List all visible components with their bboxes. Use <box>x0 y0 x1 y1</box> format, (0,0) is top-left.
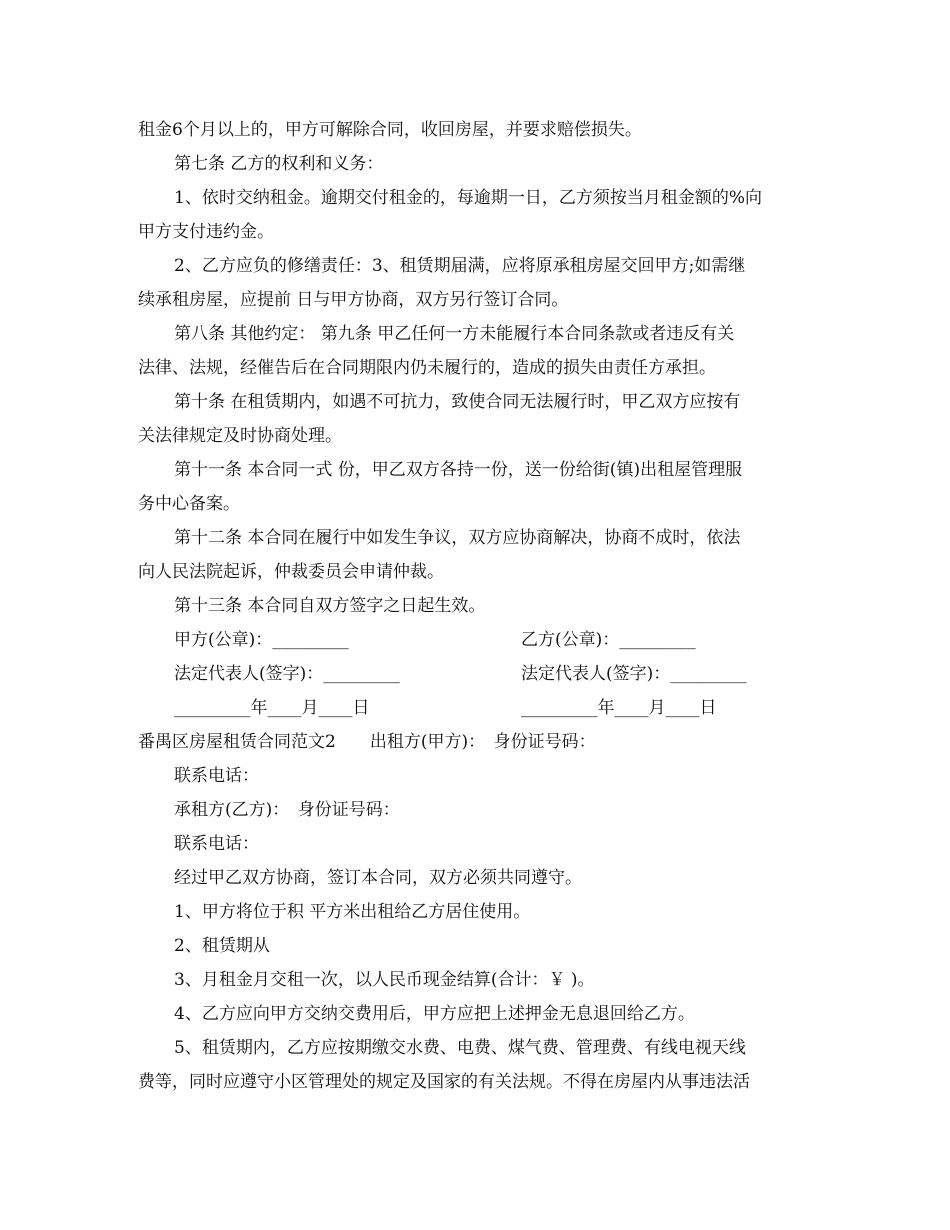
text-line: 第十二条 本合同在履行中如发生争议，双方应协商解决，协商不成时，依法 <box>174 528 741 548</box>
text-line: 联系电话： <box>174 834 259 854</box>
party-b-seal: 乙方(公章)：_________ <box>521 630 696 650</box>
text-line: 5、租赁期内，乙方应按期缴交水费、电费、煤气费、管理费、有线电视天线 <box>174 1038 746 1058</box>
text-line: 承租方(乙方)： 身份证号码： <box>174 800 400 820</box>
text-line: 续承租房屋，应提前 日与甲方协商，双方另行签订合同。 <box>138 290 569 310</box>
second-contract-title: 番禺区房屋租赁合同范文2 出租方(甲方)： 身份证号码： <box>138 732 596 752</box>
text-line: 第十条 在租赁期内，如遇不可抗力，致使合同无法履行时，甲乙双方应按有 <box>174 392 741 412</box>
article-heading: 第七条 乙方的权利和义务： <box>174 154 384 174</box>
text-line: 向人民法院起诉，仲裁委员会申请仲裁。 <box>138 562 444 582</box>
text-line: 第十一条 本合同一式 份，甲乙双方各持一份，送一份给街(镇)出租屋管理服 <box>174 460 743 480</box>
text-line: 2、乙方应负的修缮责任：3、租赁期届满，应将原承租房屋交回甲方;如需继 <box>174 256 746 276</box>
party-a-representative: 法定代表人(签字)：_________ <box>174 664 400 684</box>
text-line: 费等，同时应遵守小区管理处的规定及国家的有关法规。不得在房屋内从事违法活 <box>138 1072 750 1092</box>
party-a-date: _________年____月____日 <box>174 698 370 718</box>
party-b-date: _________年____月____日 <box>521 698 717 718</box>
text-line: 经过甲乙双方协商，签订本合同，双方必须共同遵守。 <box>174 868 582 888</box>
text-line: 关法律规定及时协商处理。 <box>138 426 342 446</box>
text-line: 务中心备案。 <box>138 494 240 514</box>
text-line: 3、月租金月交租一次，以人民币现金结算(合计：￥ )。 <box>174 970 595 990</box>
party-a-seal: 甲方(公章)：_________ <box>174 630 349 650</box>
text-line: 联系电话： <box>174 766 259 786</box>
text-line: 4、乙方应向甲方交纳交费用后，甲方应把上述押金无息退回给乙方。 <box>174 1004 695 1024</box>
text-line: 甲方支付违约金。 <box>138 222 274 242</box>
party-b-representative: 法定代表人(签字)：_________ <box>521 664 747 684</box>
text-line: 1、甲方将位于积 平方米出租给乙方居住使用。 <box>174 902 531 922</box>
text-line: 2、租赁期从 <box>174 936 270 956</box>
text-line: 租金6个月以上的，甲方可解除合同，收回房屋，并要求赔偿损失。 <box>138 120 642 140</box>
text-line: 第八条 其他约定： 第九条 甲乙任何一方未能履行本合同条款或者违反有关 <box>174 324 735 344</box>
text-line: 1、依时交纳租金。逾期交付租金的，每逾期一日，乙方须按当月租金额的%向 <box>174 188 762 208</box>
text-line: 法律、法规，经催告后在合同期限内仍未履行的，造成的损失由责任方承担。 <box>138 358 716 378</box>
text-line: 第十三条 本合同自双方签字之日起生效。 <box>174 596 486 616</box>
